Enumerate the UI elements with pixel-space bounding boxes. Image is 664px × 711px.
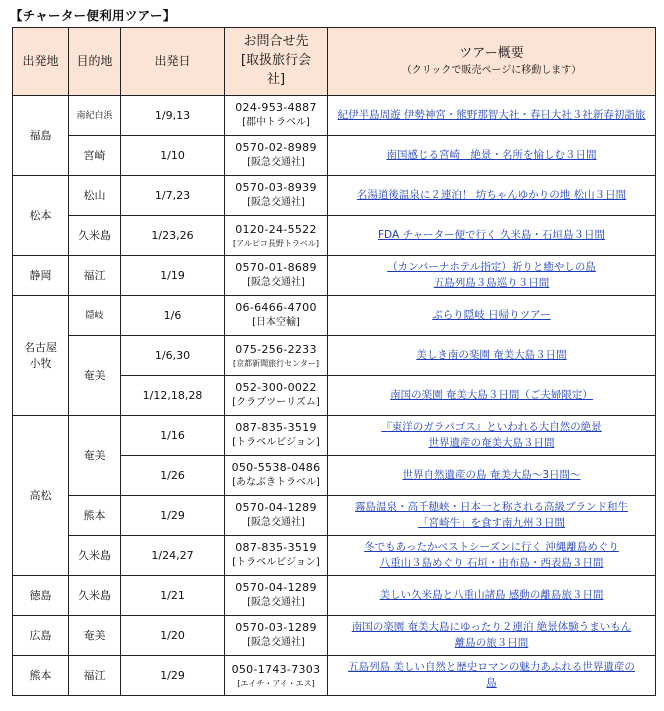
contact-cell	[225, 176, 328, 216]
destination-cell: 福江	[69, 656, 121, 696]
origin-label-2: 小牧	[29, 356, 52, 370]
header-destination: 目的地	[69, 28, 121, 96]
tour-link[interactable]: 離島の旅３日間	[454, 636, 529, 649]
tour-cell	[328, 216, 656, 256]
date-cell: 1/6	[121, 296, 225, 336]
origin-cell: 静岡	[13, 256, 69, 296]
tour-cell	[328, 96, 656, 136]
tour-link[interactable]: ぶらり隠岐 日帰りツアー	[432, 308, 551, 321]
table-row	[13, 656, 656, 696]
contact-agency: [トラベルビジョン]	[232, 557, 320, 569]
tour-cell	[328, 176, 656, 216]
contact-phone: 024-953-4887	[235, 101, 317, 115]
tour-link[interactable]: 紀伊半島周遊 伊勢神宮・熊野那智大社・春日大社３社新春初詣旅	[337, 108, 646, 121]
tour-cell	[328, 656, 656, 696]
header-overview	[328, 28, 656, 96]
contact-cell	[225, 216, 328, 256]
contact-agency: [阪急交通社]	[247, 157, 305, 169]
destination-cell: 奄美	[69, 616, 121, 656]
contact-phone: 052-300-0022	[235, 381, 317, 395]
date-cell: 1/16	[121, 416, 225, 456]
date-cell: 1/21	[121, 576, 225, 616]
contact-cell	[225, 496, 328, 536]
contact-phone: 0570-03-1289	[235, 621, 317, 635]
contact-cell	[225, 376, 328, 416]
tour-link[interactable]: 八重山３島めぐり 石垣・由布島・西表島３日間	[379, 556, 604, 569]
contact-cell	[225, 616, 328, 656]
table-row	[13, 176, 656, 216]
contact-phone: 075-256-2233	[235, 342, 317, 356]
origin-cell	[13, 296, 69, 416]
tour-cell	[328, 376, 656, 416]
date-cell: 1/24,27	[121, 536, 225, 576]
page-title: 【チャーター便利用ツアー】	[10, 8, 176, 23]
tour-link[interactable]: 世界遺産の奄美大島３日間	[428, 436, 555, 449]
origin-label: 名古屋	[24, 340, 57, 354]
contact-cell	[225, 136, 328, 176]
contact-cell	[225, 536, 328, 576]
header-contact-line3: 社]	[266, 71, 286, 87]
tour-link[interactable]: 美しい久米島と八重山諸島 感動の離島旅３日間	[379, 588, 604, 601]
origin-cell: 徳島	[13, 576, 69, 616]
table-row	[13, 616, 656, 656]
origin-cell: 熊本	[13, 656, 69, 696]
table-row	[13, 576, 656, 616]
contact-phone: 087-835-3519	[235, 421, 317, 435]
contact-phone: 0570-04-1289	[235, 501, 317, 515]
origin-cell: 福島	[13, 96, 69, 176]
tour-link[interactable]: 南国感じる宮崎 絶景・名所を愉しむ３日間	[386, 148, 597, 161]
tour-link[interactable]: 美しき南の楽園 奄美大島３日間	[416, 348, 567, 361]
contact-cell	[225, 96, 328, 136]
date-cell: 1/6,30	[121, 336, 225, 376]
table-row	[13, 256, 656, 296]
destination-cell: 久米島	[69, 216, 121, 256]
tour-cell	[328, 336, 656, 376]
contact-agency: [京都新聞旅行センター]	[233, 358, 319, 368]
contact-phone: 0570-01-8689	[235, 261, 317, 275]
contact-agency: [日本空輸]	[252, 317, 300, 329]
destination-cell: 奄美	[69, 336, 121, 416]
tour-cell	[328, 136, 656, 176]
destination-cell: 松山	[69, 176, 121, 216]
date-cell: 1/19	[121, 256, 225, 296]
date-cell: 1/20	[121, 616, 225, 656]
header-contact-line2: [取扱旅行会	[240, 53, 312, 69]
tour-link[interactable]: 霧島温泉・高千穂峡・日本一と称される高級ブランド和牛	[355, 501, 628, 514]
tour-link[interactable]: 名湯道後温泉に２連泊！ 坊ちゃんゆかりの地 松山３日間	[356, 188, 627, 201]
contact-cell	[225, 416, 328, 456]
date-cell: 1/23,26	[121, 216, 225, 256]
destination-label: 南紀白浜	[76, 111, 113, 122]
contact-cell	[225, 256, 328, 296]
contact-agency: [アルピコ長野トラベル]	[233, 238, 319, 248]
contact-agency: [あなぶきトラベル]	[232, 477, 320, 489]
destination-cell: 福江	[69, 256, 121, 296]
destination-cell: 熊本	[69, 496, 121, 536]
origin-cell: 広島	[13, 616, 69, 656]
tour-link[interactable]: 南国の楽園 奄美大島にゆったり２連泊 絶景体験うまいもん	[351, 621, 632, 634]
contact-phone: 0120-24-5522	[235, 222, 317, 236]
contact-phone: 0570-02-8989	[235, 141, 317, 155]
date-cell: 1/29	[121, 656, 225, 696]
contact-agency: [阪急交通社]	[247, 517, 305, 529]
tour-link[interactable]: 南国の楽園 奄美大島３日間（ご夫婦限定）	[390, 388, 593, 401]
tour-link[interactable]: 冬でもあったかベストシーズンに行く 沖縄離島めぐり	[364, 541, 619, 554]
tour-link[interactable]: FDA チャーター便で行く 久米島・石垣島３日間	[378, 228, 605, 241]
date-cell: 1/9,13	[121, 96, 225, 136]
table-row	[13, 416, 656, 456]
header-date: 出発日	[121, 28, 225, 96]
contact-cell	[225, 656, 328, 696]
destination-label: 隠岐	[85, 311, 104, 322]
header-row	[13, 28, 656, 96]
date-cell: 1/12,18,28	[121, 376, 225, 416]
tour-cell	[328, 256, 656, 296]
header-contact-line1: お問合せ先	[243, 34, 309, 50]
tour-link[interactable]: 世界自然遺産の島 奄美大島～3日間～	[402, 468, 581, 481]
destination-cell: 宮崎	[69, 136, 121, 176]
tour-link[interactable]: （カンパーナホテル指定）祈りと癒やしの島	[387, 261, 596, 274]
contact-phone: 0570-03-8939	[235, 181, 317, 195]
origin-cell: 松本	[13, 176, 69, 256]
destination-cell	[69, 296, 121, 336]
table-row	[13, 216, 656, 256]
header-contact	[225, 28, 328, 96]
contact-agency: [トラベルビジョン]	[232, 437, 320, 449]
contact-agency: [阪急交通社]	[247, 597, 305, 609]
tour-cell	[328, 296, 656, 336]
header-origin: 出発地	[13, 28, 69, 96]
destination-cell: 久米島	[69, 536, 121, 576]
date-cell: 1/10	[121, 136, 225, 176]
tour-cell	[328, 416, 656, 456]
date-cell: 1/29	[121, 496, 225, 536]
charter-tour-table	[12, 27, 656, 696]
contact-agency: [郡中トラベル]	[242, 117, 310, 129]
contact-phone: 087-835-3519	[235, 541, 317, 555]
contact-agency: [阪急交通社]	[247, 277, 305, 289]
tour-link[interactable]: 「宮崎牛」を食す南九州３日間	[418, 516, 565, 529]
contact-phone: 06-6466-4700	[235, 301, 317, 315]
header-overview-title: ツアー概要	[459, 45, 524, 61]
table-row	[13, 296, 656, 336]
contact-agency: [阪急交通社]	[247, 197, 305, 209]
tour-cell	[328, 576, 656, 616]
contact-phone: 0570-04-1289	[235, 581, 317, 595]
origin-cell: 高松	[13, 416, 69, 576]
contact-agency: [エイチ・アイ・エス]	[237, 678, 315, 688]
header-overview-sub: （クリックで販売ページに移動します）	[401, 64, 582, 76]
tour-link[interactable]: 五島列島３島巡り３日間	[433, 276, 550, 289]
date-cell: 1/7,23	[121, 176, 225, 216]
contact-agency: [クラブツーリズム]	[232, 397, 320, 409]
tour-cell	[328, 496, 656, 536]
destination-cell: 奄美	[69, 416, 121, 496]
table-row	[13, 96, 656, 136]
date-cell: 1/26	[121, 456, 225, 496]
tour-link[interactable]: 『東洋のガラパゴス』といわれる大自然の絶景	[381, 421, 602, 434]
tour-cell	[328, 456, 656, 496]
tour-cell	[328, 616, 656, 656]
tour-link[interactable]: 五島列島 美しい自然と歴史ロマンの魅力あふれる世界遺産の	[348, 661, 635, 674]
tour-cell	[328, 536, 656, 576]
contact-cell	[225, 336, 328, 376]
contact-cell	[225, 296, 328, 336]
table-row	[13, 136, 656, 176]
destination-cell	[69, 96, 121, 136]
contact-phone: 050-1743-7303	[231, 662, 321, 676]
table-row	[13, 336, 656, 376]
contact-cell	[225, 456, 328, 496]
destination-cell: 久米島	[69, 576, 121, 616]
contact-phone: 050-5538-0486	[231, 461, 321, 475]
tour-link[interactable]: 島	[486, 676, 497, 689]
table-row	[13, 496, 656, 536]
contact-agency: [阪急交通社]	[247, 637, 305, 649]
contact-cell	[225, 576, 328, 616]
table-row	[13, 536, 656, 576]
